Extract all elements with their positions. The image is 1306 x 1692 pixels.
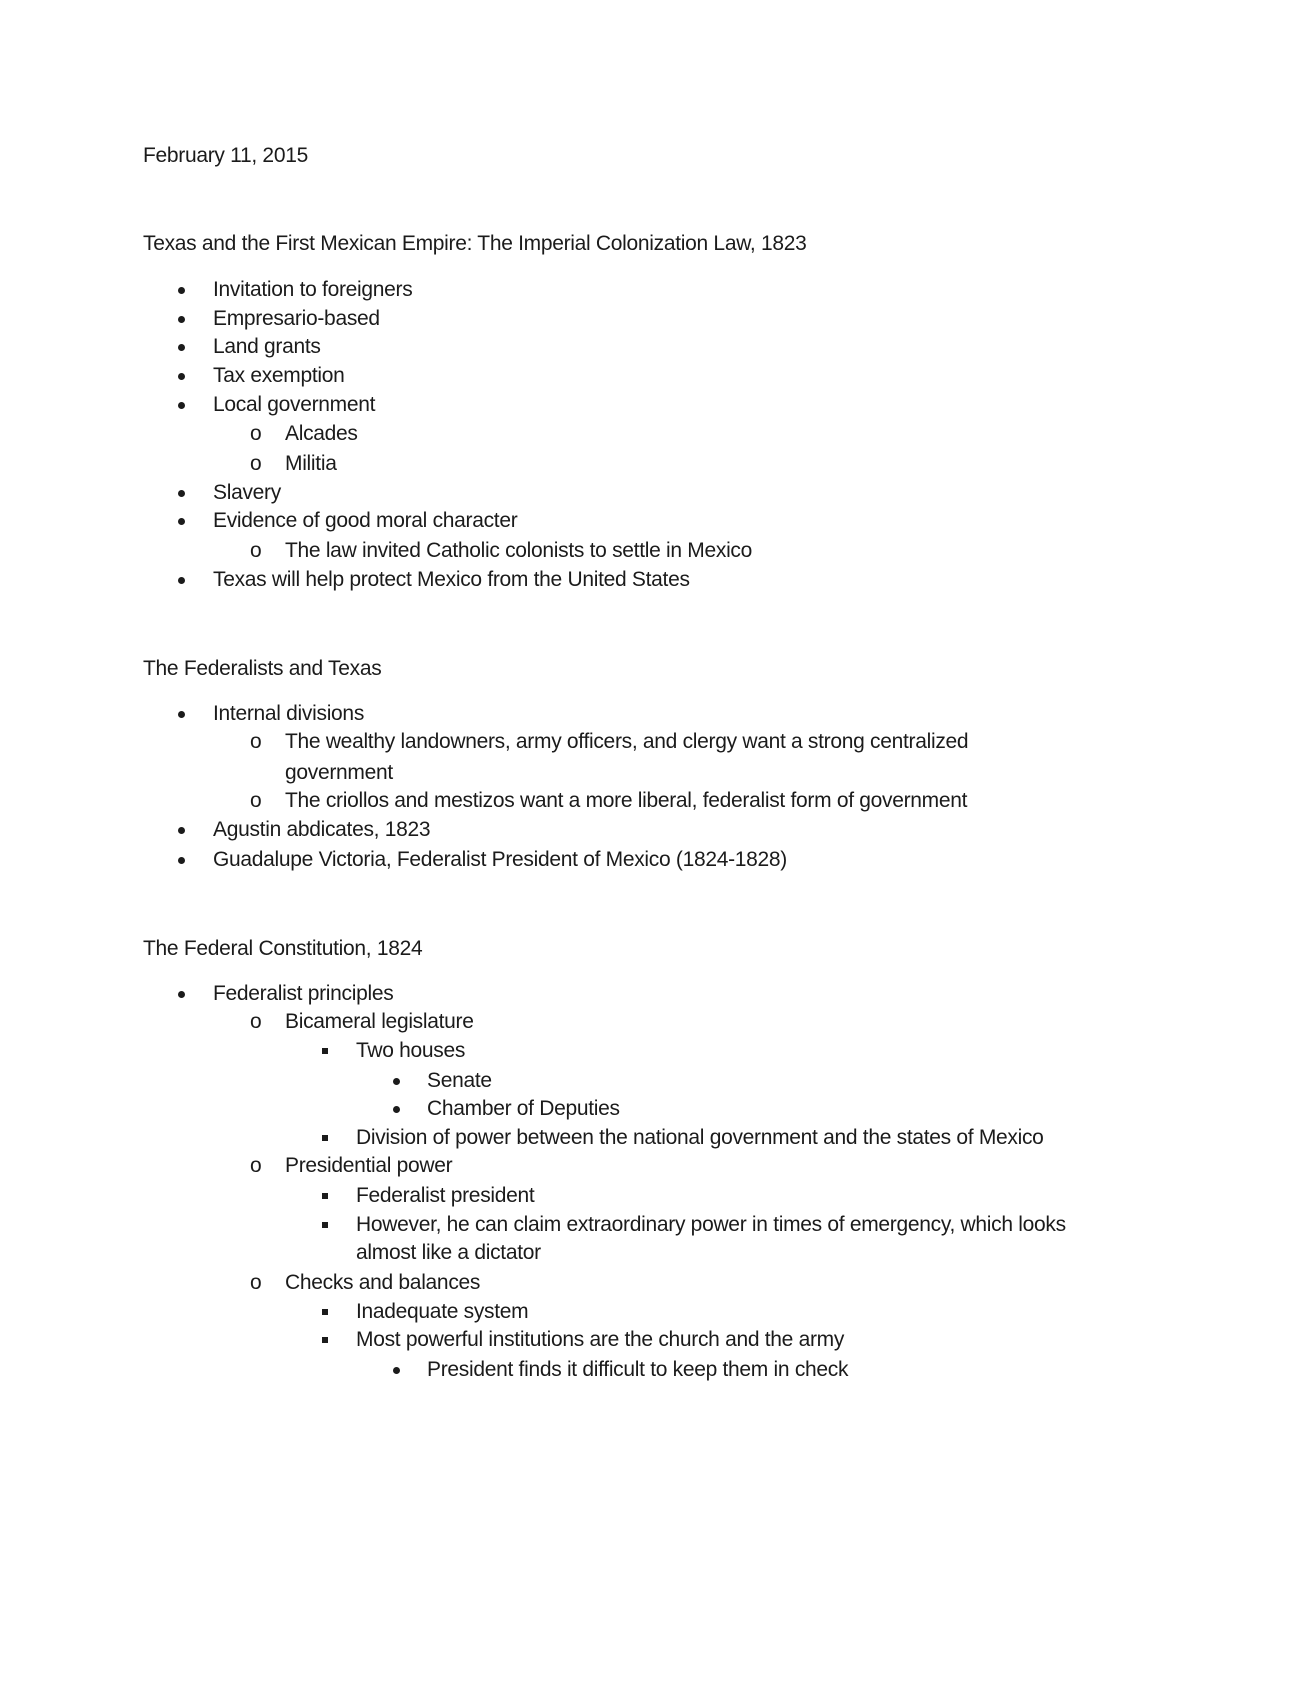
list-item: o Checks and balances [0, 1269, 1306, 1297]
bullet-square-icon [322, 1048, 328, 1054]
list-item: Division of power between the national government and the states of Mexico [0, 1124, 1306, 1152]
bullet-circle-icon: o [250, 1010, 262, 1033]
bullet-disc-icon [178, 344, 185, 351]
list-item: Empresario-based [0, 305, 1306, 333]
bullet-disc-icon [178, 373, 185, 380]
list-item: Two houses [0, 1037, 1306, 1065]
list-item: Land grants [0, 333, 1306, 361]
bullet-square-icon [322, 1193, 328, 1199]
list-item: Guadalupe Victoria, Federalist President of Mexico (1824-1828) [0, 846, 1306, 874]
bullet-disc-icon [178, 490, 185, 497]
list-item: Invitation to foreigners [0, 276, 1306, 304]
list-item: Agustin abdicates, 1823 [0, 816, 1306, 844]
bullet-disc-icon [393, 1367, 400, 1374]
list-item: Senate [0, 1067, 1306, 1095]
list-item: Federalist principles [0, 980, 1306, 1008]
bullet-disc-icon [178, 287, 185, 294]
bullet-circle-icon: o [250, 422, 262, 445]
bullet-disc-icon [393, 1078, 400, 1085]
document-date: February 11, 2015 [143, 144, 308, 167]
bullet-disc-icon [178, 991, 185, 998]
bullet-disc-icon [178, 316, 185, 323]
list-item: Evidence of good moral character [0, 507, 1306, 535]
list-item: o The criollos and mestizos want a more liberal, federalist form of government [0, 787, 1306, 815]
bullet-disc-icon [178, 827, 185, 834]
list-item: o Bicameral legislature [0, 1008, 1306, 1036]
list-item: Local government [0, 391, 1306, 419]
list-item: Texas will help protect Mexico from the United States [0, 566, 1306, 594]
list-item: Inadequate system [0, 1298, 1306, 1326]
list-item: Most powerful institutions are the church and the army [0, 1326, 1306, 1354]
bullet-disc-icon [178, 577, 185, 584]
bullet-square-icon [322, 1337, 328, 1343]
bullet-square-icon [322, 1222, 328, 1228]
section-heading: The Federalists and Texas [143, 657, 382, 680]
list-item: o The wealthy landowners, army officers, and clergy want a strong centralized [0, 728, 1306, 756]
list-item: Federalist president [0, 1182, 1306, 1210]
list-item: o Militia [0, 450, 1306, 478]
list-item: o The law invited Catholic colonists to settle in Mexico [0, 537, 1306, 565]
bullet-disc-icon [393, 1106, 400, 1113]
bullet-circle-icon: o [250, 539, 262, 562]
list-item: Tax exemption [0, 362, 1306, 390]
list-item-continuation: almost like a dictator [356, 1241, 541, 1264]
bullet-disc-icon [178, 857, 185, 864]
bullet-circle-icon: o [250, 1154, 262, 1177]
section-heading: The Federal Constitution, 1824 [143, 937, 423, 960]
bullet-disc-icon [178, 711, 185, 718]
bullet-circle-icon: o [250, 730, 262, 753]
section-heading: Texas and the First Mexican Empire: The Imperial Colonization Law, 1823 [143, 232, 807, 255]
list-item: Chamber of Deputies [0, 1095, 1306, 1123]
bullet-disc-icon [178, 518, 185, 525]
list-item-continuation: government [285, 761, 393, 784]
list-item: Internal divisions [0, 700, 1306, 728]
bullet-square-icon [322, 1309, 328, 1315]
list-item: o Alcades [0, 420, 1306, 448]
bullet-circle-icon: o [250, 452, 262, 475]
bullet-circle-icon: o [250, 789, 262, 812]
list-item: Slavery [0, 479, 1306, 507]
bullet-circle-icon: o [250, 1271, 262, 1294]
list-item: However, he can claim extraordinary power in times of emergency, which looks [0, 1211, 1306, 1239]
list-item: o Presidential power [0, 1152, 1306, 1180]
list-item: President finds it difficult to keep them in check [0, 1356, 1306, 1384]
bullet-square-icon [322, 1135, 328, 1141]
bullet-disc-icon [178, 402, 185, 409]
